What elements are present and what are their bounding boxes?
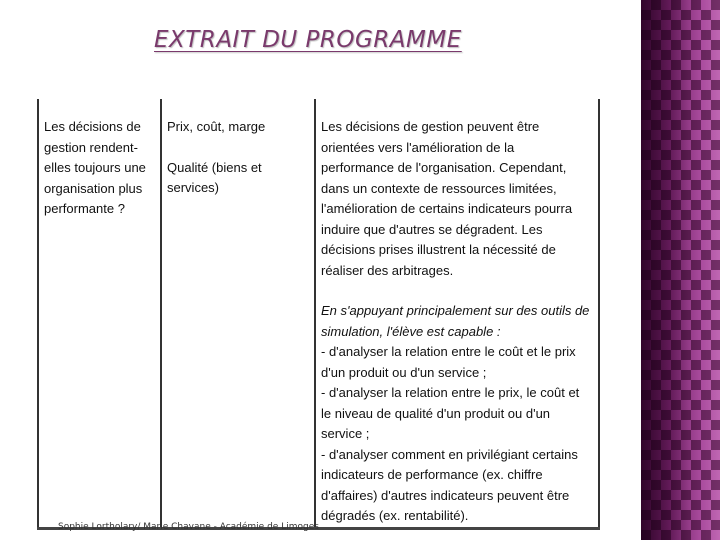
decorative-side-panel [641, 0, 720, 540]
capability-item: - d'analyser la relation entre le prix, le coût et le niveau de qualité d'un produit ou d'un service ; [321, 385, 580, 441]
capabilities-cell [315, 99, 599, 528]
slide-title: EXTRAIT DU PROGRAMME [154, 27, 462, 53]
table-row [38, 99, 599, 528]
question-cell [38, 99, 161, 528]
intro-paragraph: Les décisions de gestion peuvent être orientées vers l'amélioration de la performance de l'organisation. Cependant, dans un contexte de ressources limitées, l'amélioration de certains indicateurs pourra induire que d'autres se dégradent. Les décisions prises illustrent la nécessité de réaliser des arbitrages. [321, 119, 573, 278]
spacer [167, 138, 308, 158]
capability-item: - d'analyser la relation entre le coût et le prix d'un produit ou d'un service ; [321, 344, 576, 380]
capability-lead: En s'appuyant principalement sur des outils de simulation, l'élève est capable : [321, 303, 590, 339]
question-text: Les décisions de gestion rendent-elles toujours une organisation plus performante ? [44, 119, 146, 216]
spacer [321, 281, 590, 301]
program-table [37, 99, 600, 530]
concepts-cell [161, 99, 315, 528]
capability-item: - d'analyser comment en privilégiant certains indicateurs de performance (ex. chiffre d'affaires) d'autres indicateurs peuvent être dégradés (ex. rentabilité). [321, 446, 578, 523]
concept-price-cost-margin: Prix, coût, marge [167, 119, 266, 134]
concept-quality: Qualité (biens et services) [167, 159, 262, 195]
footer-credit: Sophie Lortholary/ Marie Chavane - Académie de Limoges [58, 522, 319, 532]
